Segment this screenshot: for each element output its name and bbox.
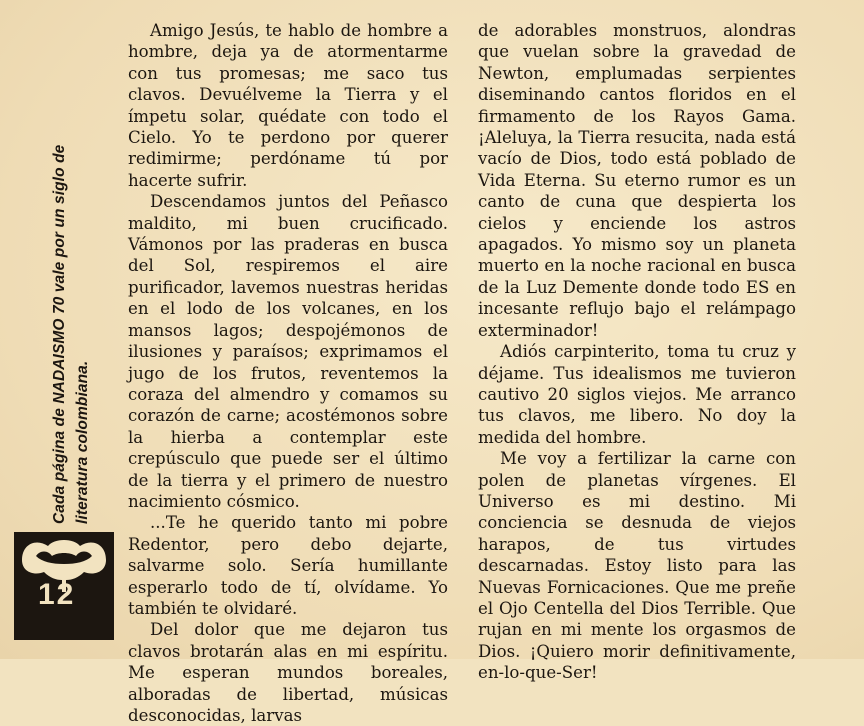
side-note <box>48 72 94 524</box>
paragraph: Me voy a fertilizar la carne con polen de planetas vírgenes. El Universo es mi destino. Mi conciencia se desnuda de viejos harapos, de tus virtudes descarnadas. Estoy listo para las Nuevas Fornicaciones. Que me preñe el Ojo Centella del Dios Terrible. Que rujan en mi mente los orgasmos de Dios. ¡Quiero morir definitivamente, en-lo-que-Ser! <box>478 449 796 683</box>
paragraph: Adiós carpinterito, toma tu cruz y déjame. Tus idealismos me tuvieron cautivo 20 siglos viejos. Me arranco tus clavos, me libero. No doy la medida del hombre. <box>478 342 796 447</box>
side-note-line-1: Cada página de NADAISMO 70 vale por un siglo de <box>51 144 68 524</box>
right-column <box>478 20 796 684</box>
paragraph: Amigo Jesús, te hablo de hombre a hombre, deja ya de atormentarme con tus promesas; me saco tus clavos. Devuélveme la Tierra y el ímpetu solar, quédate con todo el Cielo. Yo te perdono por querer redimirme; perdóname tú por hacerte sufrir. <box>128 21 448 190</box>
left-column <box>128 20 448 726</box>
paragraph: de adorables monstruos, alondras que vuelan sobre la gravedad de Newton, emplumadas serpientes diseminando cantos floridos en el firmamento de los Rayos Gama. ¡Aleluya, la Tierra resucita, nada está vacío de Dios, todo está poblado de Vida Eterna. Su eterno rumor es un canto de cuna que despierta los cielos y enciende los astros apagados. Yo mismo soy un planeta muerto en la noche racional en busca de la Luz Demente donde todo ES en incesante reflujo bajo el relámpago exterminador! <box>478 21 796 340</box>
paragraph: ...Te he querido tanto mi pobre Redentor, pero debo dejarte, salvarme solo. Sería humillante esperarlo todo de tí, olvídame. Yo también te olvidaré. <box>128 513 448 618</box>
side-note-line-2: literatura colombiana. <box>74 360 91 524</box>
paragraph: Del dolor que me dejaron tus clavos brotarán alas en mi espíritu. Me esperan mundos boreales, alboradas de libertad, músicas desconocidas, larvas <box>128 620 448 725</box>
page-number: 12 <box>38 578 76 611</box>
paragraph: Descendamos juntos del Peñasco maldito, mi buen crucificado. Vámonos por las praderas en busca del Sol, respiremos el aire purificador, lavemos nuestras heridas en el lodo de los volcanes, en los mansos lagos; despojémonos de ilusiones y paraísos; exprimamos el jugo de los frutos, reventemos la coraza del almendro y comamos su corazón de carne; acostémonos sobre la hierba a contemplar este crepúsculo que puede ser el último de la tierra y el primero de nuestro nacimiento cósmico. <box>128 192 448 511</box>
